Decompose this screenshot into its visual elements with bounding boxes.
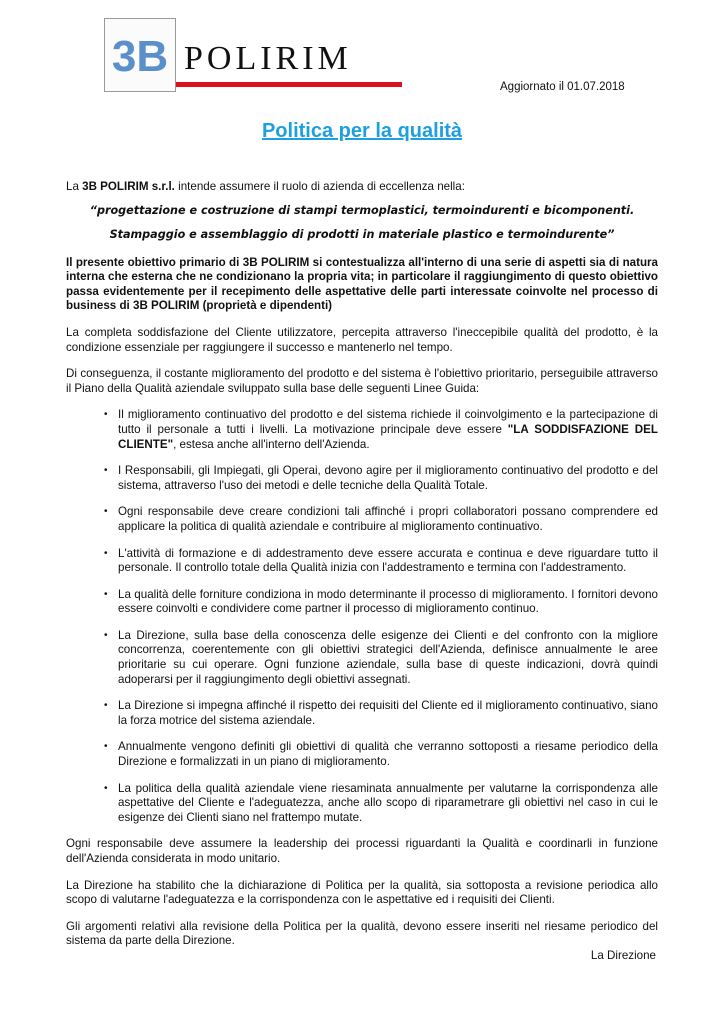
intro-prefix: La — [66, 180, 83, 193]
list-item — [66, 408, 658, 452]
bullet-icon: • — [104, 409, 108, 421]
bullet-icon: • — [104, 465, 108, 477]
list-item — [66, 629, 658, 687]
intro-company: 3B POLIRIM s.r.l. — [82, 180, 175, 193]
logo-red-bar — [176, 82, 402, 87]
bullet-icon: • — [104, 629, 108, 641]
bullet-icon: • — [104, 782, 108, 794]
signature: La Direzione — [590, 948, 656, 962]
objective-paragraph: Il presente obiettivo primario di 3B POLIRIM si contestualizza all'interno di una serie di aspetti sia di natura interna che esterna che ne condizionano la propria vita; in particolare il raggiungimento di questo obiettivo passa evidentemente per il recepimento delle aspettative delle parti interessate coinvolte nel processo di business di 3B POLIRIM (proprietà e dipendenti) — [66, 255, 658, 313]
guideline-8: Annualmente vengono definiti gli obiettivi di qualità che verranno sottoposti a riesame periodico della Direzione e formalizzati in un piano di miglioramento. — [118, 740, 658, 769]
guideline-4: L'attività di formazione e di addestramento deve essere accurata e continua e deve riguardare tutto il personale. Il controllo totale della Qualità inizia con l'addestramento e termina con l'addestramento. — [118, 546, 658, 575]
consequence-paragraph: Di conseguenza, il costante miglioramento del prodotto e del sistema è l'obiettivo prioritario, perseguibile attraverso il Piano della Qualità aziendale sviluppato sulla base delle seguenti Linee Guida: — [66, 367, 658, 395]
page-title: Politica per la qualità — [261, 120, 463, 142]
guideline-1b: "LA SODDISFAZIONE DEL CLIENTE" — [118, 422, 658, 451]
satisfaction-paragraph: La completa soddisfazione del Cliente utilizzatore, percepita attraverso l'ineccepibile qualità del prodotto, è la condizione essenziale per raggiungere il successo e mantenerlo nel tempo. — [66, 325, 658, 354]
list-item — [66, 505, 658, 534]
guideline-9: La politica della qualità aziendale viene riesaminata annualmente per valutarne la corrispondenza alle aspettative del Cliente e l'adeguatezza, anche allo scopo di riparametrare gli obiettivi nel caso in cui le esigenze dei Clienti siano nel frattempo mutate. — [118, 781, 658, 824]
logo-mark — [104, 18, 176, 92]
bullet-icon: • — [104, 506, 108, 518]
guideline-3: Ogni responsabile deve creare condizioni tali affinché i propri collaboratori possano comprendere ed applicare la politica di qualità aziendale e contribuire al miglioramento continuativo. — [118, 505, 658, 533]
guideline-7: La Direzione si impegna affinché il rispetto dei requisiti del Cliente ed il miglioramento continuativo, siano la forza motrice del sistema aziendale. — [118, 699, 658, 727]
list-item — [66, 699, 658, 728]
intro-suffix: intende assumere il ruolo di azienda di eccellenza nella: — [174, 180, 465, 193]
guideline-6: La Direzione, sulla base della conoscenza delle esigenze dei Clienti e del confronto con la migliore concorrenza, coerentemente con gli obiettivi strategici dell'Azienda, definisce annualmente le aree prioritarie su cui operare. Ogni funzione aziendale, sulla base di queste indicazioni, dovrà quindi adoperarsi per il raggiungimento degli obiettivi assegnati. — [118, 628, 658, 686]
company-logo — [104, 18, 404, 92]
mission-line-1: “progettazione e costruzione di stampi termoplastici, termoindurenti e bicomponenti. — [89, 203, 635, 217]
list-item — [66, 547, 658, 576]
guideline-1a: Il miglioramento continuativo del prodotto e del sistema richiede il coinvolgimento e la partecipazione di tutto il personale a tutti i livelli. La motivazione principale deve essere — [118, 408, 658, 436]
list-item — [66, 740, 658, 769]
guideline-5: La qualità delle forniture condiziona in modo determinante il processo di miglioramento. I fornitori devono essere coinvolti e condividere come partner il processo di miglioramento continuo. — [118, 587, 658, 616]
leadership-paragraph: Ogni responsabile deve assumere la leadership dei processi riguardanti la Qualità e coordinarli in funzione dell'Azienda considerata in modo unitario. — [66, 837, 658, 865]
list-item — [66, 588, 658, 617]
logo-wordmark: POLIRIM — [184, 40, 352, 77]
intro-paragraph — [66, 180, 658, 195]
updated-date: Aggiornato il 01.07.2018 — [500, 81, 625, 93]
document-body — [66, 180, 658, 964]
list-item — [66, 782, 658, 826]
guideline-2: I Responsabili, gli Impiegati, gli Operai, devono agire per il miglioramento continuativo del prodotto e del sistema, attraverso l'uso dei metodi e delle tecniche della Qualità Totale. — [118, 464, 658, 492]
logo-mark-text: 3B — [111, 32, 169, 81]
revision-paragraph: La Direzione ha stabilito che la dichiarazione di Politica per la qualità, sia sottoposta a revisione periodica allo scopo di valutarne l'adeguatezza e la corrispondenza con le aspettative ed i requisiti dei Clienti. — [66, 878, 658, 907]
bullet-icon: • — [104, 741, 108, 753]
bullet-icon: • — [104, 588, 108, 600]
bullet-icon: • — [104, 547, 108, 559]
bullet-icon: • — [104, 700, 108, 712]
mission-line-2: Stampaggio e assemblaggio di prodotti in materiale plastico e termoindurente” — [109, 227, 615, 241]
logo-3b-mark — [105, 19, 175, 91]
guideline-1c: , estesa anche all'interno dell'Azienda. — [173, 437, 370, 451]
guidelines-list — [66, 408, 658, 825]
review-paragraph: Gli argomenti relativi alla revisione della Politica per la qualità, devono essere inseriti nel riesame periodico del sistema da parte della Direzione. — [66, 919, 658, 948]
list-item — [66, 464, 658, 493]
